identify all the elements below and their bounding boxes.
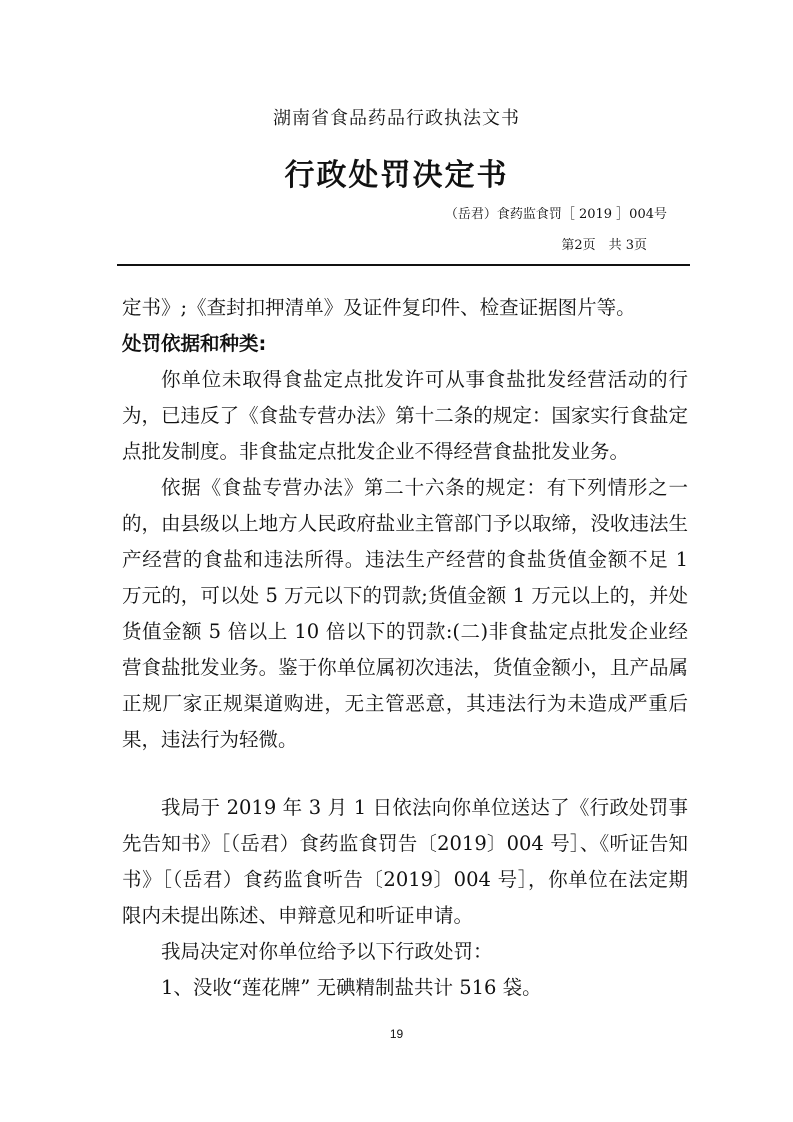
paragraph-decision-intro: 我局决定对你单位给予以下行政处罚： bbox=[161, 940, 493, 963]
paragraph-notification: 我局于 2019 年 3 月 1 日依法向你单位送达了《行政处罚事先告知书》［（岳君）食药监食罚告〔2019〕004 号］、《听证告知书》［（岳君）食药监食听告〔2019〕004 号］，你单位在法定期限内未提出陈述、申辩意见和听证申请。 bbox=[122, 796, 688, 927]
section-heading: 处罚依据和种类: bbox=[122, 332, 267, 355]
page-number: 19 bbox=[389, 1027, 404, 1041]
paragraph-violation: 你单位未取得食盐定点批发许可从事食盐批发经营活动的行为，已违反了《食盐专营办法》第十二条的规定：国家实行食盐定点批发制度。非食盐定点批发企业不得经营食盐批发业务。 bbox=[122, 368, 688, 463]
page-info: 第2页 共 3页 bbox=[561, 238, 647, 253]
paragraph-penalty-item: 1、没收“莲花牌” 无碘精制盐共计 516 袋。 bbox=[161, 976, 542, 999]
document-number: （岳君）食药监食罚［ 2019 ］004号 bbox=[444, 207, 667, 222]
continuation-paragraph: 定书》;《查封扣押清单》及证件复印件、检查证据图片等。 bbox=[122, 296, 636, 319]
paragraph-legal-basis: 依据《食盐专营办法》第二十六条的规定：有下列情形之一的，由县级以上地方人民政府盐业主管部门予以取缔，没收违法生产经营的食盐和违法所得。违法生产经营的食盐货值金额不足 1 万元的，可以处 5 万元以下的罚款;货值金额 1 万元以上的，并处货值金额 5 倍以上 10 倍以下的罚款:(二)非食盐定点批发企业经营食盐批发业务。鉴于你单位属初次违法，货值金额小，且产品属正规厂家正规渠道购进，无主管恶意，其违法行为未造成严重后果，违法行为轻微。 bbox=[122, 476, 688, 751]
document-body bbox=[122, 290, 688, 1006]
header-divider bbox=[117, 264, 690, 266]
document-title: 行政处罚决定书 bbox=[284, 158, 509, 193]
issuing-organization: 湖南省食品药品行政执法文书 bbox=[273, 108, 520, 129]
